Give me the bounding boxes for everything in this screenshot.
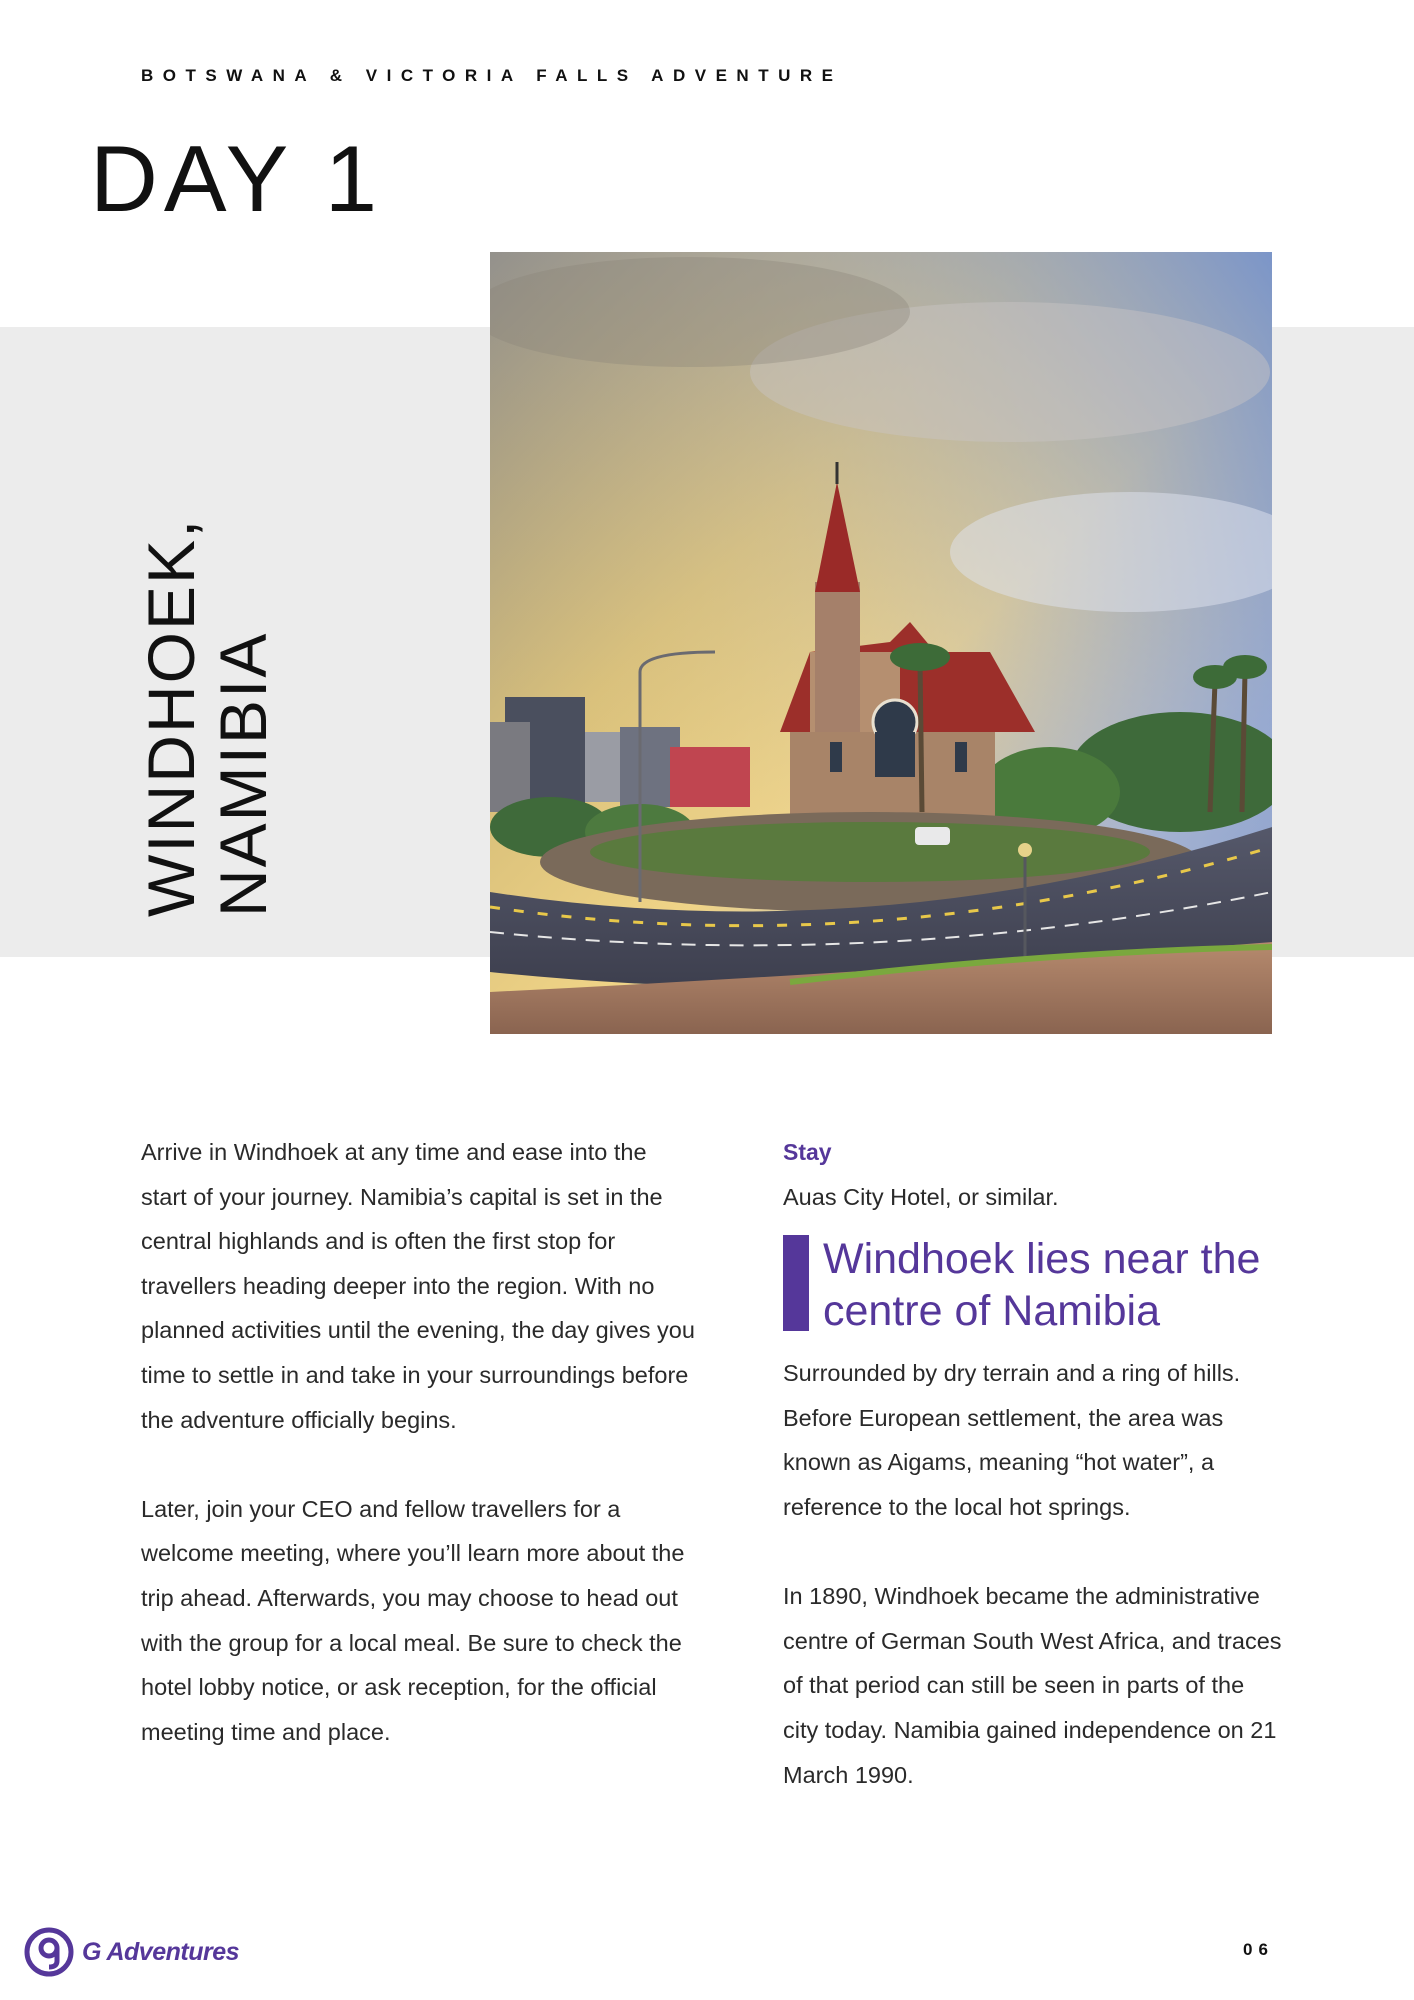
trip-title: BOTSWANA & VICTORIA FALLS ADVENTURE bbox=[141, 66, 843, 85]
stay-value: Auas City Hotel, or similar. bbox=[783, 1183, 1059, 1210]
pull-quote: Windhoek lies near the centre of Namibia bbox=[783, 1233, 1283, 1337]
intro-paragraph: Arrive in Windhoek at any time and ease into the start of your journey. Namibia’s capital is set in the central highlands and is often the first stop for travellers heading deeper into the region. With no planned activities until the evening, the day gives you time to settle in and take in your surroundings before the adventure officially begins. bbox=[141, 1139, 695, 1433]
church-landscape-photo-icon bbox=[490, 252, 1272, 1034]
history-paragraph-2: In 1890, Windhoek became the administrative centre of German South West Africa, and traces of that period can still be seen in parts of the city today. Namibia gained independence on 21 March 1990. bbox=[783, 1583, 1282, 1788]
day-title: DAY 1 bbox=[90, 126, 383, 231]
history-paragraph-1: Surrounded by dry terrain and a ring of hills. Before European settlement, the area was known as Aigams, meaning “hot water”, a reference to the local hot springs. bbox=[783, 1360, 1241, 1520]
stay-label: Stay bbox=[783, 1139, 832, 1165]
g-logo-icon bbox=[24, 1927, 74, 1977]
location-line-2: NAMIBIA bbox=[206, 631, 280, 917]
meeting-paragraph: Later, join your CEO and fellow travellers for a welcome meeting, where you’ll learn more about the trip ahead. Afterwards, you may choose to head out with the group for a local meal. Be sure to check the hotel lobby notice, or ask reception, for the official meeting time and place. bbox=[141, 1495, 685, 1745]
location-line-1: WINDHOEK, bbox=[134, 517, 208, 917]
church-photo bbox=[490, 252, 1272, 1034]
brand-name: G Adventures bbox=[82, 1937, 240, 1966]
page-number: 06 bbox=[1243, 1940, 1274, 1959]
brand-logo bbox=[24, 1926, 239, 1978]
right-column bbox=[783, 1130, 1283, 1797]
left-column bbox=[141, 1130, 696, 1754]
